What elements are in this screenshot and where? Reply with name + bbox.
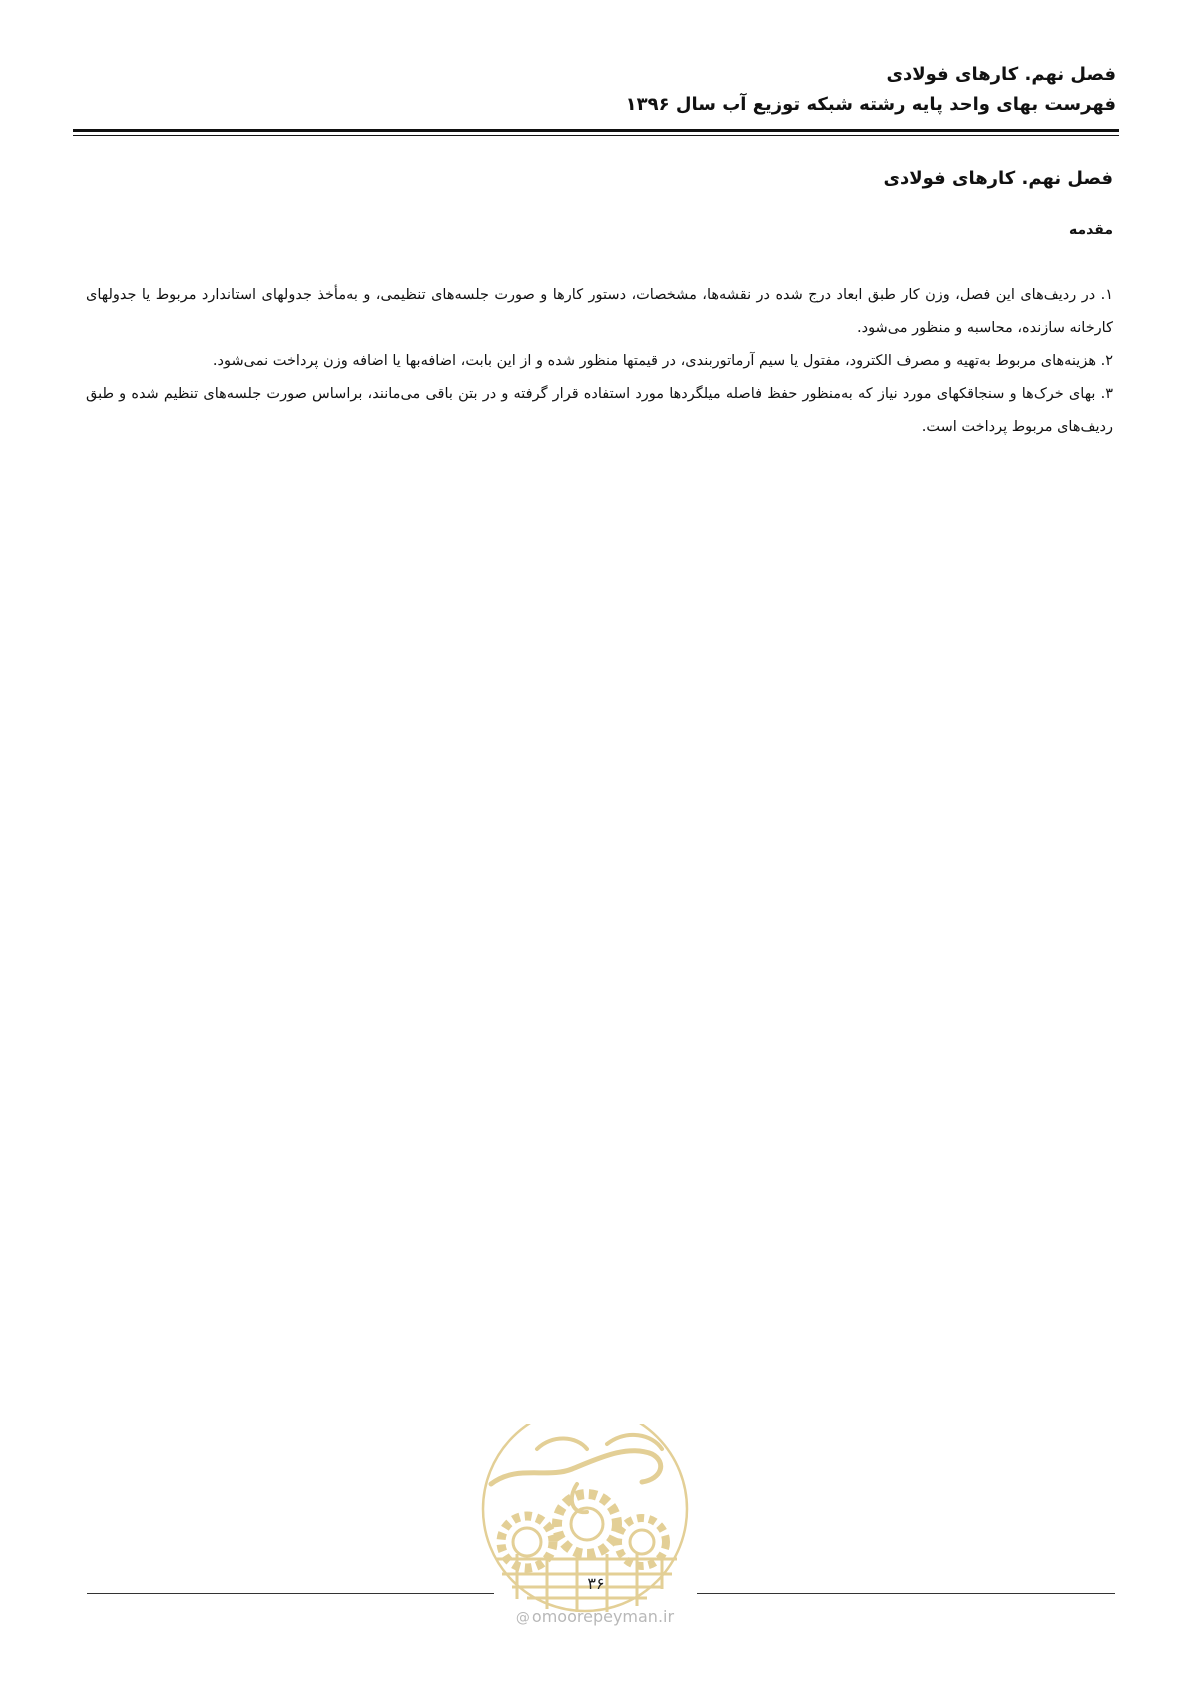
watermark bbox=[480, 1607, 710, 1626]
chapter-title: فصل نهم. کارهای فولادی bbox=[883, 168, 1113, 189]
intro-item-3: ۳. بهای خرک‌ها و سنجاقکهای مورد نیاز که به‌منظور حفظ فاصله میلگردها مورد استفاده قرار گرفته و در بتن باقی می‌مانند، براساس صورت جلسه‌های تنظیم شده و طبق ردیف‌های مربوط پرداخت است. bbox=[86, 386, 1113, 435]
intro-items bbox=[86, 279, 1113, 444]
header-list-title: فهرست بهای واحد پایه رشته شبکه توزیع آب سال ۱۳۹۶ bbox=[625, 94, 1116, 115]
page-number: ۳۶ bbox=[587, 1574, 605, 1593]
section-title: مقدمه bbox=[1069, 222, 1113, 238]
at-sign-icon: @ bbox=[515, 1610, 530, 1626]
header-double-rule bbox=[73, 129, 1119, 136]
main-content bbox=[86, 165, 1113, 444]
intro-item-1: ۱. در ردیف‌های این فصل، وزن کار طبق ابعاد درج شده در نقشه‌ها، مشخصات، دستور کارها و صورت جلسه‌های تنظیمی، و به‌مأخذ جدولهای استاندارد مربوط یا جدولهای کارخانه سازنده، محاسبه و منظور می‌شود. bbox=[86, 287, 1113, 336]
header-chapter-title: فصل نهم. کارهای فولادی bbox=[886, 64, 1116, 85]
footer-rule-left bbox=[87, 1593, 494, 1594]
watermark-text: omoorepeyman.ir bbox=[531, 1607, 675, 1626]
intro-item-2: ۲. هزینه‌های مربوط به‌تهیه و مصرف الکترود، مفتول یا سیم آرماتوربندی، در قیمتها منظور شده و از این بابت، اضافه‌بها یا اضافه وزن پرداخت نمی‌شود. bbox=[212, 353, 1113, 369]
running-header bbox=[75, 60, 1116, 120]
footer-rule-right bbox=[697, 1593, 1115, 1594]
